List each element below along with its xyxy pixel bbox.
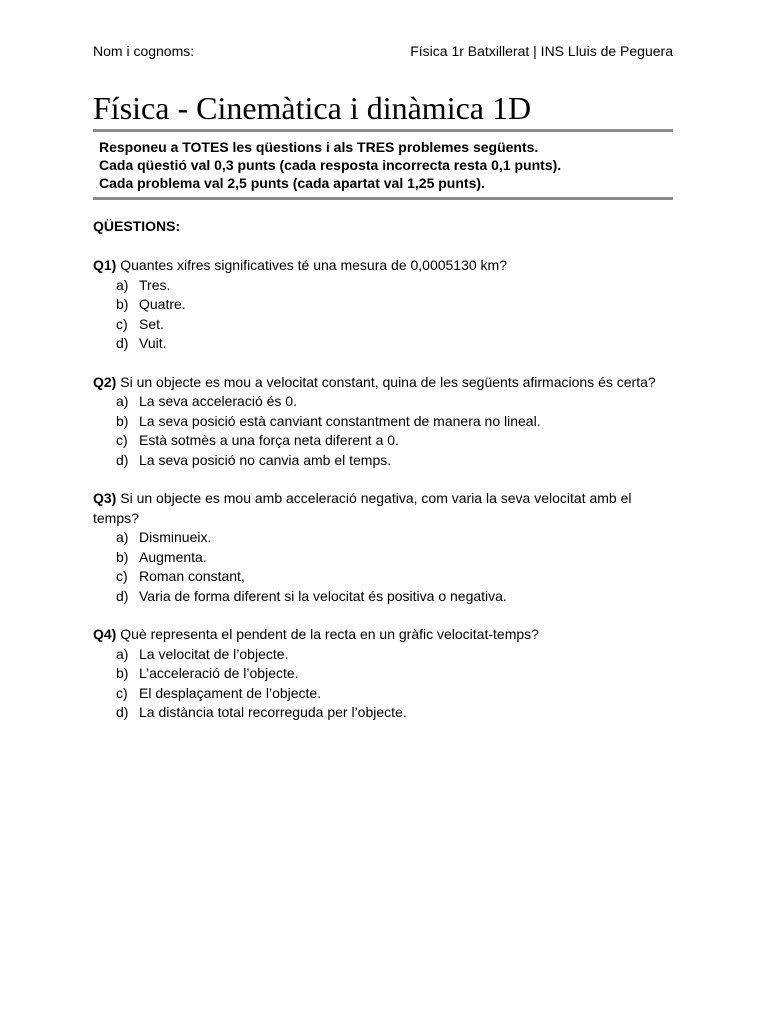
option-letter: b) [116,665,129,681]
question-text [93,373,673,393]
option-text: Augmenta. [139,548,207,565]
answer-option [116,645,673,665]
option-letter: d) [116,335,129,351]
question-prompt: Què representa el pendent de la recta en un gràfic velocitat-temps? [120,626,539,642]
question-number: Q4) [93,626,117,642]
option-text: L’acceleració de l’objecte. [139,665,299,681]
options-list [93,276,673,354]
bottom-divider [93,197,673,200]
question-prompt: Si un objecte es mou a velocitat constant, quina de les següents afirmacions és certa? [120,373,656,390]
name-label: Nom i cognoms: [93,43,195,59]
option-text: La velocitat de l’objecte. [139,645,289,662]
course-info: Física 1r Batxillerat | INS Lluis de Peguera [410,43,673,59]
option-text: Disminueix. [139,529,212,545]
option-letter: d) [116,587,129,604]
answer-option [116,315,673,335]
option-text: Set. [139,315,164,332]
question-text [93,256,673,276]
option-letter: b) [116,548,129,565]
options-list [93,528,673,606]
answer-option [116,587,673,607]
question-prompt: Quantes xifres significatives té una mesura de 0,0005130 km? [120,257,508,273]
questions-list [93,256,673,742]
option-letter: a) [116,393,129,409]
page-header [93,43,673,59]
option-text: La seva acceleració és 0. [139,393,297,409]
answer-option [116,451,673,471]
option-text: Tres. [139,276,171,293]
option-letter: d) [116,704,129,720]
option-letter: c) [116,684,128,701]
question [93,256,673,354]
answer-option [116,703,673,723]
answer-option [116,392,673,412]
instruction-line: Cada qüestió val 0,3 punts (cada resposta incorrecta resta 0,1 punts). [99,157,562,173]
option-text: Varia de forma diferent si la velocitat és positiva o negativa. [139,587,507,604]
option-letter: a) [116,529,129,545]
options-list [93,392,673,470]
answer-option [116,431,673,451]
question-text [93,489,673,528]
option-letter: d) [116,451,129,468]
question [93,489,673,606]
option-letter: c) [116,432,128,448]
option-letter: c) [116,315,128,332]
option-letter: b) [116,412,129,429]
question-number: Q1) [93,257,117,273]
answer-option [116,548,673,568]
answer-option [116,334,673,354]
section-heading: QÜESTIONS: [93,218,181,234]
instruction-line: Cada problema val 2,5 punts (cada apartat val 1,25 punts). [99,175,485,191]
question-text [93,625,673,645]
answer-option [116,276,673,296]
answer-option [116,567,673,587]
options-list [93,645,673,723]
option-letter: a) [116,276,129,293]
question-number: Q3) [93,490,117,506]
instructions-box [99,138,561,192]
answer-option [116,528,673,548]
option-text: La seva posició no canvia amb el temps. [139,451,392,468]
answer-option [116,664,673,684]
question [93,373,673,471]
option-text: Vuit. [139,335,167,351]
question-prompt: Si un objecte es mou amb acceleració negativa, com varia la seva velocitat amb el temps? [93,490,632,526]
option-text: El desplaçament de l’objecte. [139,684,322,701]
question-number: Q2) [93,373,117,390]
page-title: Física - Cinemàtica i dinàmica 1D [93,90,532,126]
option-text: Està sotmès a una força neta diferent a 0. [139,432,399,448]
option-text: Roman constant, [139,568,245,584]
option-letter: c) [116,568,128,584]
option-letter: a) [116,645,129,662]
option-text: La distància total recorreguda per l’objecte. [139,704,407,720]
answer-option [116,684,673,704]
option-text: La seva posició està canviant constantment de manera no lineal. [139,412,541,429]
option-letter: b) [116,296,129,312]
top-divider [93,129,673,132]
option-text: Quatre. [139,296,186,312]
question [93,625,673,723]
answer-option [116,295,673,315]
instruction-line: Responeu a TOTES les qüestions i als TRES problemes següents. [99,139,539,155]
answer-option [116,412,673,432]
